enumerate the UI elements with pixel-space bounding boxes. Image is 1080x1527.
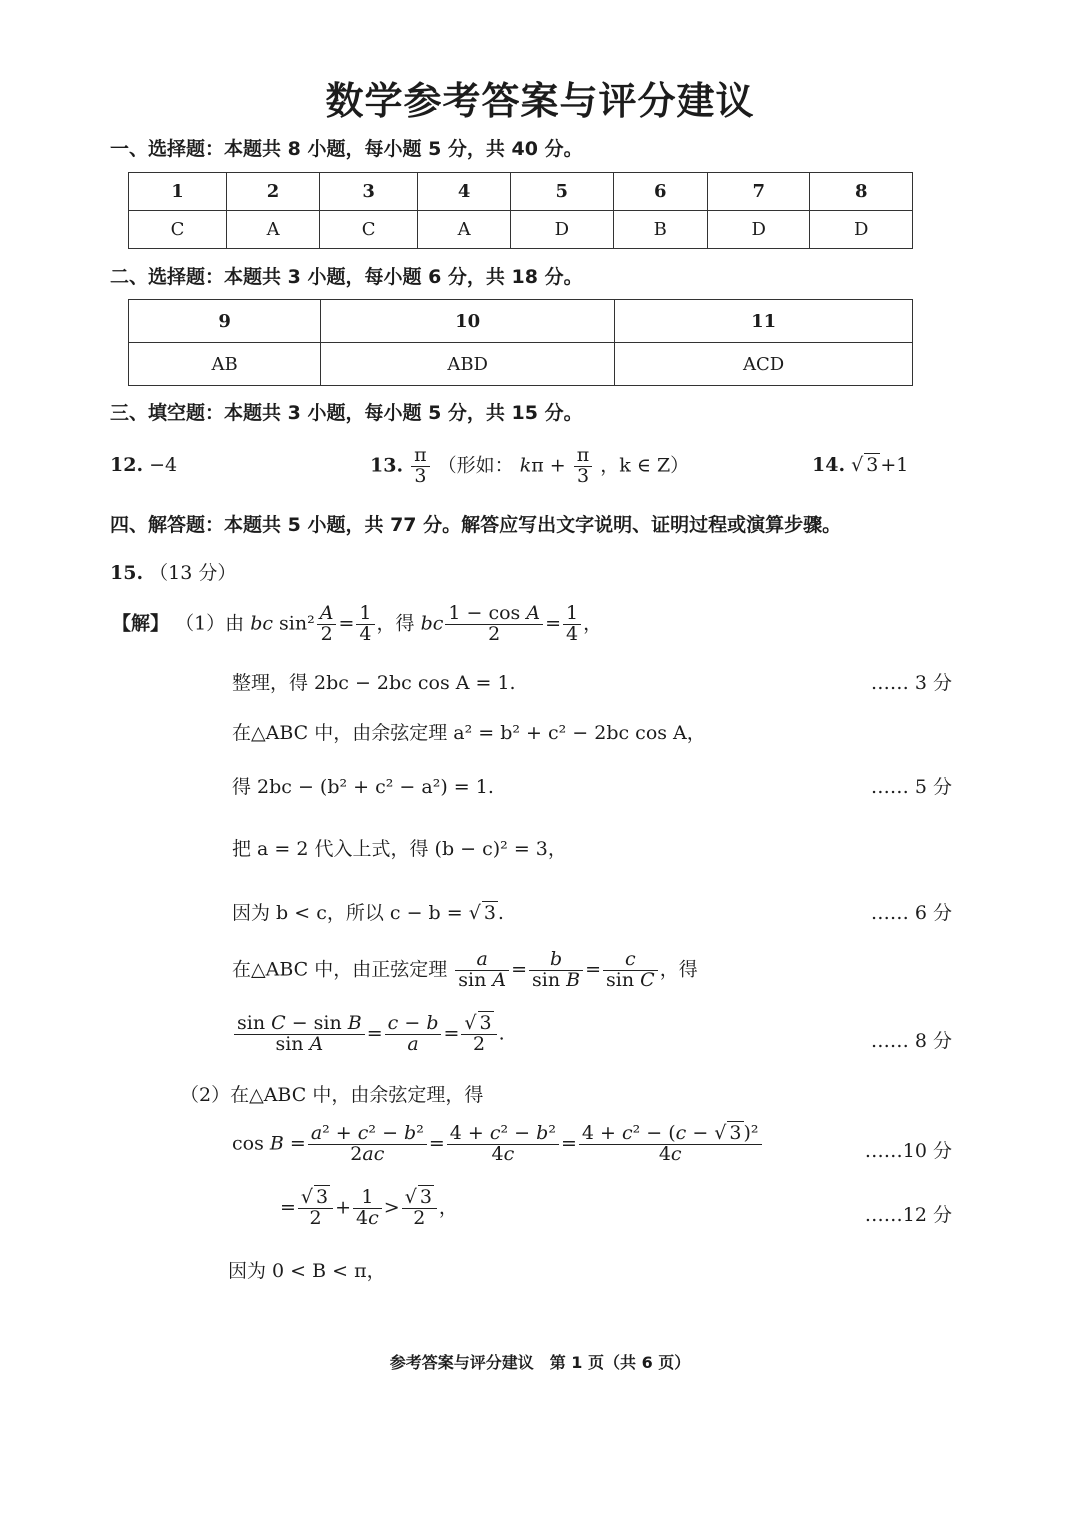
fraction-pi-over-3: $\frac{\pi}{3}$ <box>574 446 593 487</box>
table-row <box>129 343 913 386</box>
question-number: 10 <box>321 300 615 343</box>
choice-answer-table-2 <box>128 299 913 386</box>
answer-cell: D <box>810 211 913 249</box>
table-row <box>129 173 913 211</box>
answer-cell: AB <box>129 343 321 386</box>
solution-line-10: cos B = $\frac{\text{a² + c² − b²}}{2ac}$ = $\frac{\text{4 + c² − b²}}{4c}$ = $\frac{\text{4 + c² − (c − √ 3 )²}}{4c}$ <box>232 1124 764 1165</box>
answer-note-open: （形如： <box>437 454 514 477</box>
question-number: 5 <box>511 173 613 211</box>
solution-line-12: 因为 0 < B < π， <box>228 1260 386 1282</box>
table-row <box>129 300 913 343</box>
score-mark: ……12 分 <box>864 1204 952 1226</box>
score-mark: …… 3 分 <box>870 672 952 694</box>
question-label: 15. <box>110 562 144 584</box>
solution-tag: 【解】 <box>112 612 170 635</box>
question-number: 9 <box>129 300 321 343</box>
score-mark: …… 5 分 <box>870 776 952 798</box>
section1-heading: 一、选择题：本题共 8 小题，每小题 5 分，共 40 分。 <box>110 138 583 160</box>
solution-line-8: $\frac{\text{sin C − sin B}}{\text{sin A}}$ = $\frac{c - b}{a}$ = $\frac{√ 3}{2}$ . <box>232 1014 505 1055</box>
answer-cell: C <box>320 211 418 249</box>
solution-line-6: 因为 b < c，所以 c − b = √ 3 . <box>232 902 504 924</box>
question-number: 11 <box>615 300 913 343</box>
question-label: 14. <box>812 454 846 476</box>
fraction-pi-over-3: $\frac{\pi}{3}$ <box>411 446 430 487</box>
score-mark: …… 8 分 <box>870 1030 952 1052</box>
question-number: 3 <box>320 173 418 211</box>
question-label: 13. <box>370 454 404 477</box>
question-number: 2 <box>227 173 320 211</box>
answer-cell: C <box>129 211 227 249</box>
section2-heading: 二、选择题：本题共 3 小题，每小题 6 分，共 18 分。 <box>110 266 583 288</box>
solution-line-5: 把 a = 2 代入上式，得 (b − c)² = 3， <box>232 838 567 860</box>
section3-heading: 三、填空题：本题共 3 小题，每小题 5 分，共 15 分。 <box>110 402 583 424</box>
score-mark: ……10 分 <box>864 1140 952 1162</box>
answer-13: 13. $\frac{\pi}{3}$ （形如： kπ + $\frac{\pi}{3}$ ，k ∈ Z） <box>370 444 690 487</box>
answer-cell: ABD <box>321 343 615 386</box>
solution-line-1: 【解】 （1）由 bc sin² $\frac{A}{2}$ = $\frac{1}{4}$ ，得 bc $\frac{\text{1 − cos A}}{2}$ = $\frac{1}{4}$ ， <box>112 602 603 645</box>
question-number: 4 <box>418 173 511 211</box>
answer-value: +1 <box>880 454 909 476</box>
solution-line-4: 得 2bc − (b² + c² − a²) = 1. <box>232 776 494 798</box>
solution-line-11: = $\frac{√ 3}{2}$ + $\frac{1}{4c}$ > $\frac{√ 3}{2}$ ， <box>280 1186 458 1229</box>
answer-note-close: ，k ∈ Z） <box>600 454 690 477</box>
question-number: 1 <box>129 173 227 211</box>
answer-cell: D <box>708 211 810 249</box>
question-number: 8 <box>810 173 913 211</box>
answer-cell: B <box>613 211 707 249</box>
choice-answer-table-1 <box>128 172 913 249</box>
solution-line-9: （2）在△ABC 中，由余弦定理，得 <box>180 1084 484 1106</box>
question-number: 7 <box>708 173 810 211</box>
answer-value: −4 <box>149 454 178 476</box>
solution-line-3: 在△ABC 中，由余弦定理 a² = b² + c² − 2bc cos A， <box>232 722 706 744</box>
page-title: 数学参考答案与评分建议 <box>325 79 755 123</box>
question-number: 6 <box>613 173 707 211</box>
score-mark: …… 6 分 <box>870 902 952 924</box>
solution-line-7: 在△ABC 中，由正弦定理 $\frac{a}{\text{sin A}}$ = $\frac{b}{\text{sin B}}$ = $\frac{c}{\text{sin C}}$ ，得 <box>232 948 698 991</box>
answer-cell: A <box>418 211 511 249</box>
section4-heading: 四、解答题：本题共 5 小题，共 77 分。解答应写出文字说明、证明过程或演算步骤。 <box>110 514 842 536</box>
answer-12 <box>110 454 177 476</box>
page-footer: 参考答案与评分建议 第 1 页（共 6 页） <box>389 1353 691 1372</box>
answer-cell: D <box>511 211 613 249</box>
answer-cell: A <box>227 211 320 249</box>
question-label: 12. <box>110 454 144 476</box>
question-points: （13 分） <box>149 562 237 584</box>
answer-14: 14. √ 3 +1 <box>812 454 909 476</box>
question-15-header <box>110 558 236 585</box>
table-row <box>129 211 913 249</box>
answer-cell: ACD <box>615 343 913 386</box>
solution-line-2: 整理，得 2bc − 2bc cos A = 1. <box>232 672 516 694</box>
